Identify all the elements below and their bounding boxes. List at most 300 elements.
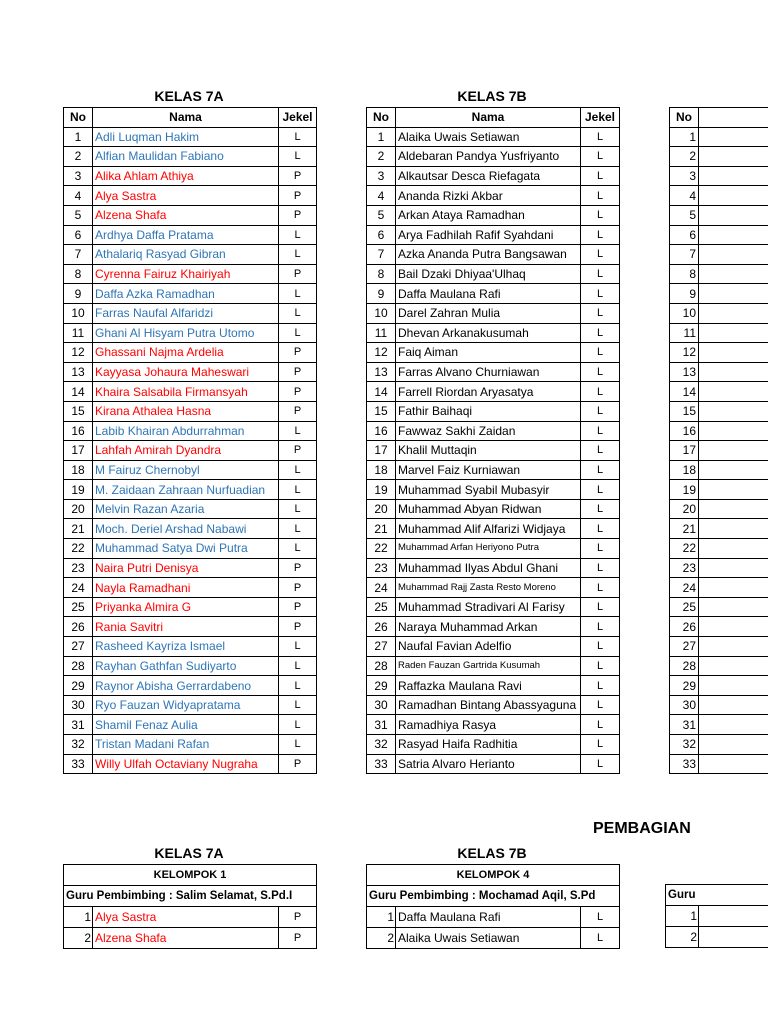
- row-number: 20: [670, 499, 699, 519]
- group-class-7a-title: KELAS 7A: [154, 845, 224, 861]
- table-row: [64, 539, 317, 559]
- table-row: [64, 362, 317, 382]
- student-gender: P: [279, 264, 317, 284]
- row-number: 26: [670, 617, 699, 637]
- student-gender: L: [279, 303, 317, 323]
- student-gender: L: [279, 460, 317, 480]
- student-gender: P: [279, 166, 317, 186]
- table-row: [64, 597, 317, 617]
- name-cell-cut: [699, 245, 768, 265]
- row-number: 30: [64, 695, 93, 715]
- row-number: 7: [367, 245, 396, 265]
- row-number: 5: [64, 205, 93, 225]
- student-name: Melvin Razan Azaria: [93, 499, 279, 519]
- row-number: 18: [367, 460, 396, 480]
- table-row: [367, 676, 620, 696]
- row-number: 1: [64, 907, 93, 928]
- row-number: 30: [670, 695, 699, 715]
- student-name: Dhevan Arkanakusumah: [396, 323, 581, 343]
- student-gender: L: [581, 499, 620, 519]
- table-row: [367, 715, 620, 735]
- name-cell-cut: [699, 264, 768, 284]
- row-number: 17: [64, 441, 93, 461]
- table-row: [367, 205, 620, 225]
- student-gender: P: [279, 186, 317, 206]
- row-number: 6: [64, 225, 93, 245]
- student-gender: L: [581, 735, 620, 755]
- student-name: Alkautsar Desca Riefagata: [396, 166, 581, 186]
- row-number: 4: [367, 186, 396, 206]
- table-row: [367, 362, 620, 382]
- student-gender: L: [279, 147, 317, 167]
- table-row: [367, 264, 620, 284]
- row-number: 33: [670, 754, 699, 774]
- table-row: [670, 519, 768, 539]
- row-number: 21: [670, 519, 699, 539]
- student-gender: L: [581, 147, 620, 167]
- student-name: Ardhya Daffa Pratama: [93, 225, 279, 245]
- name-cell-cut: [699, 597, 768, 617]
- row-number: 13: [64, 362, 93, 382]
- table-row: [670, 656, 768, 676]
- row-number: 23: [670, 558, 699, 578]
- student-gender: L: [581, 166, 620, 186]
- no-header: No: [367, 108, 396, 128]
- row-number: 23: [64, 558, 93, 578]
- student-name: Rayhan Gathfan Sudiyarto: [93, 656, 279, 676]
- row-number: 2: [666, 927, 699, 948]
- student-name: Kayyasa Johaura Maheswari: [93, 362, 279, 382]
- student-gender: L: [279, 715, 317, 735]
- name-header: Nama: [93, 108, 279, 128]
- row-number: 33: [367, 754, 396, 774]
- student-gender: L: [279, 499, 317, 519]
- student-name: Khaira Salsabila Firmansyah: [93, 382, 279, 402]
- table-row: [670, 205, 768, 225]
- student-name: Raden Fauzan Gartrida Kusumah: [396, 656, 581, 676]
- table-row: [367, 907, 620, 928]
- table-row: [367, 499, 620, 519]
- table-row: [670, 186, 768, 206]
- name-cell-cut: [699, 617, 768, 637]
- name-cell-cut: [699, 166, 768, 186]
- student-gender: L: [279, 421, 317, 441]
- table-row: [367, 441, 620, 461]
- student-name: Daffa Maulana Rafi: [396, 907, 581, 928]
- student-gender: P: [279, 441, 317, 461]
- row-number: 9: [64, 284, 93, 304]
- name-cell-cut: [699, 284, 768, 304]
- student-name: Alfian Maulidan Fabiano: [93, 147, 279, 167]
- student-gender: L: [581, 245, 620, 265]
- row-number: 8: [670, 264, 699, 284]
- row-number: 25: [367, 597, 396, 617]
- student-gender: L: [581, 928, 620, 949]
- row-number: 7: [670, 245, 699, 265]
- student-gender: L: [581, 597, 620, 617]
- row-number: 6: [670, 225, 699, 245]
- row-number: 1: [670, 127, 699, 147]
- no-header: No: [670, 108, 699, 128]
- table-row: [367, 323, 620, 343]
- table-row: [367, 460, 620, 480]
- table-row: [367, 578, 620, 598]
- row-number: 26: [64, 617, 93, 637]
- student-gender: L: [581, 127, 620, 147]
- table-row: [670, 382, 768, 402]
- row-number: 11: [670, 323, 699, 343]
- student-gender: L: [279, 225, 317, 245]
- table-row: [367, 558, 620, 578]
- student-gender: L: [581, 907, 620, 928]
- student-gender: P: [279, 907, 317, 928]
- student-gender: L: [279, 284, 317, 304]
- name-cell-cut: [699, 519, 768, 539]
- student-gender: L: [279, 539, 317, 559]
- class-7a-roster-table: [63, 107, 317, 774]
- name-cell-cut: [699, 539, 768, 559]
- row-number: 13: [367, 362, 396, 382]
- row-number: 2: [64, 147, 93, 167]
- table-row: [367, 284, 620, 304]
- table-row: [367, 401, 620, 421]
- table-row: [367, 166, 620, 186]
- table-row: [670, 558, 768, 578]
- student-name: Muhammad Satya Dwi Putra: [93, 539, 279, 559]
- row-number: 24: [64, 578, 93, 598]
- student-name: Fawwaz Sakhi Zaidan: [396, 421, 581, 441]
- row-number: 14: [670, 382, 699, 402]
- student-gender: L: [581, 284, 620, 304]
- student-gender: L: [581, 421, 620, 441]
- student-name: Ghani Al Hisyam Putra Utomo: [93, 323, 279, 343]
- row-number: 32: [670, 735, 699, 755]
- table-row: [670, 597, 768, 617]
- table-row: [64, 225, 317, 245]
- name-cell-cut: [699, 927, 768, 948]
- row-number: 6: [367, 225, 396, 245]
- table-row: [367, 754, 620, 774]
- table-row: [670, 401, 768, 421]
- table-row: [64, 735, 317, 755]
- table-row: [670, 695, 768, 715]
- table-row: [670, 323, 768, 343]
- student-gender: L: [279, 637, 317, 657]
- group-7a-table: [63, 864, 317, 949]
- row-number: 4: [64, 186, 93, 206]
- student-name: Kirana Athalea Hasna: [93, 401, 279, 421]
- student-gender: L: [581, 617, 620, 637]
- table-row: [64, 695, 317, 715]
- row-number: 12: [670, 343, 699, 363]
- student-gender: P: [279, 205, 317, 225]
- row-number: 28: [670, 656, 699, 676]
- row-number: 24: [367, 578, 396, 598]
- row-number: 31: [670, 715, 699, 735]
- group-7b-table: [366, 864, 620, 949]
- row-number: 21: [64, 519, 93, 539]
- row-number: 16: [64, 421, 93, 441]
- gender-header: Jekel: [279, 108, 317, 128]
- row-number: 29: [64, 676, 93, 696]
- student-gender: P: [279, 578, 317, 598]
- student-gender: P: [279, 754, 317, 774]
- student-gender: L: [279, 656, 317, 676]
- student-gender: L: [581, 676, 620, 696]
- row-number: 31: [64, 715, 93, 735]
- row-number: 25: [64, 597, 93, 617]
- table-row: [64, 166, 317, 186]
- table-row: [64, 715, 317, 735]
- student-gender: L: [581, 441, 620, 461]
- row-number: 1: [367, 127, 396, 147]
- student-gender: L: [581, 656, 620, 676]
- student-gender: L: [581, 715, 620, 735]
- row-number: 2: [367, 147, 396, 167]
- table-row: [670, 441, 768, 461]
- row-number: 31: [367, 715, 396, 735]
- table-row: [64, 460, 317, 480]
- table-row: [64, 637, 317, 657]
- student-name: Willy Ulfah Octaviany Nugraha: [93, 754, 279, 774]
- table-row: [670, 421, 768, 441]
- student-name: Rasyad Haifa Radhitia: [396, 735, 581, 755]
- student-gender: L: [581, 186, 620, 206]
- table-row: [666, 927, 768, 948]
- row-number: 27: [64, 637, 93, 657]
- student-gender: P: [279, 597, 317, 617]
- table-row: [670, 499, 768, 519]
- table-row: [670, 735, 768, 755]
- table-row: [64, 284, 317, 304]
- student-name: Arkan Ataya Ramadhan: [396, 205, 581, 225]
- table-row: [64, 205, 317, 225]
- table-row: [670, 715, 768, 735]
- student-name: Priyanka Almira G: [93, 597, 279, 617]
- row-number: 1: [666, 906, 699, 927]
- table-row: [670, 225, 768, 245]
- table-row: [64, 519, 317, 539]
- student-gender: L: [279, 323, 317, 343]
- student-gender: L: [581, 225, 620, 245]
- table-row: [367, 382, 620, 402]
- table-row: [670, 303, 768, 323]
- row-number: 11: [367, 323, 396, 343]
- student-name: Muhammad Alif Alfarizi Widjaya: [396, 519, 581, 539]
- table-row: [64, 147, 317, 167]
- student-gender: L: [581, 205, 620, 225]
- student-name: Naira Putri Denisya: [93, 558, 279, 578]
- student-gender: L: [581, 303, 620, 323]
- student-gender: P: [279, 558, 317, 578]
- name-cell-cut: [699, 558, 768, 578]
- table-row: [367, 245, 620, 265]
- student-gender: L: [279, 245, 317, 265]
- name-header-cut: [699, 108, 768, 128]
- student-name: Muhammad Arfan Heriyono Putra: [396, 539, 581, 559]
- student-name: Alzena Shafa: [93, 928, 279, 949]
- row-number: 19: [670, 480, 699, 500]
- name-cell-cut: [699, 205, 768, 225]
- table-row: [64, 421, 317, 441]
- student-gender: L: [279, 519, 317, 539]
- student-name: Alaika Uwais Setiawan: [396, 127, 581, 147]
- table-row: [64, 928, 317, 949]
- row-number: 5: [367, 205, 396, 225]
- row-number: 3: [64, 166, 93, 186]
- table-row: [64, 323, 317, 343]
- student-name: Marvel Faiz Kurniawan: [396, 460, 581, 480]
- student-name: Azka Ananda Putra Bangsawan: [396, 245, 581, 265]
- student-name: M. Zaidaan Zahraan Nurfuadian: [93, 480, 279, 500]
- student-name: Raynor Abisha Gerrardabeno: [93, 676, 279, 696]
- gender-header: Jekel: [581, 108, 620, 128]
- student-name: Farrell Riordan Aryasatya: [396, 382, 581, 402]
- row-number: 11: [64, 323, 93, 343]
- table-row: [666, 906, 768, 927]
- row-number: 8: [367, 264, 396, 284]
- row-number: 24: [670, 578, 699, 598]
- table-row: [367, 421, 620, 441]
- name-cell-cut: [699, 127, 768, 147]
- table-row: [367, 480, 620, 500]
- student-name: Muhammad Ilyas Abdul Ghani: [396, 558, 581, 578]
- table-row: [670, 676, 768, 696]
- row-number: 26: [367, 617, 396, 637]
- class-third-roster-table: [669, 107, 768, 774]
- table-row: [367, 928, 620, 949]
- row-number: 4: [670, 186, 699, 206]
- table-row: [367, 186, 620, 206]
- row-number: 14: [64, 382, 93, 402]
- student-name: Naraya Muhammad Arkan: [396, 617, 581, 637]
- row-number: 22: [367, 539, 396, 559]
- student-name: Ryo Fauzan Widyapratama: [93, 695, 279, 715]
- row-number: 2: [64, 928, 93, 949]
- row-number: 29: [670, 676, 699, 696]
- mentor-label: Guru Pembimbing : Mochamad Aqil, S.Pd: [367, 886, 620, 907]
- row-number: 27: [670, 637, 699, 657]
- row-number: 23: [367, 558, 396, 578]
- table-row: [670, 284, 768, 304]
- student-name: Ghassani Najma Ardelia: [93, 343, 279, 363]
- student-gender: L: [581, 480, 620, 500]
- student-gender: L: [581, 460, 620, 480]
- mentor-label: Guru: [666, 885, 768, 906]
- name-cell-cut: [699, 578, 768, 598]
- row-number: 28: [64, 656, 93, 676]
- row-number: 9: [367, 284, 396, 304]
- row-number: 15: [367, 401, 396, 421]
- student-gender: L: [279, 676, 317, 696]
- table-row: [670, 264, 768, 284]
- row-number: 22: [670, 539, 699, 559]
- student-name: Nayla Ramadhani: [93, 578, 279, 598]
- table-row: [64, 264, 317, 284]
- group-label: KELOMPOK 1: [64, 865, 317, 886]
- table-row: [367, 303, 620, 323]
- row-number: 28: [367, 656, 396, 676]
- student-name: Fathir Baihaqi: [396, 401, 581, 421]
- row-number: 29: [367, 676, 396, 696]
- name-cell-cut: [699, 715, 768, 735]
- table-row: [64, 656, 317, 676]
- student-gender: L: [581, 539, 620, 559]
- student-name: Alaika Uwais Setiawan: [396, 928, 581, 949]
- student-name: Bail Dzaki Dhiyaa'Ulhaq: [396, 264, 581, 284]
- student-name: Cyrenna Fairuz Khairiyah: [93, 264, 279, 284]
- row-number: 27: [367, 637, 396, 657]
- student-name: Rania Savitri: [93, 617, 279, 637]
- table-row: [64, 127, 317, 147]
- name-cell-cut: [699, 735, 768, 755]
- name-cell-cut: [699, 499, 768, 519]
- student-name: Daffa Maulana Rafi: [396, 284, 581, 304]
- row-number: 25: [670, 597, 699, 617]
- table-row: [64, 303, 317, 323]
- name-cell-cut: [699, 323, 768, 343]
- table-row: [367, 597, 620, 617]
- student-name: Daffa Azka Ramadhan: [93, 284, 279, 304]
- row-number: 16: [670, 421, 699, 441]
- student-name: Muhammad Rajj Zasta Resto Moreno: [396, 578, 581, 598]
- student-name: Faiq Aiman: [396, 343, 581, 363]
- row-number: 9: [670, 284, 699, 304]
- row-number: 15: [670, 401, 699, 421]
- table-row: [64, 245, 317, 265]
- name-cell-cut: [699, 441, 768, 461]
- student-gender: L: [581, 382, 620, 402]
- row-number: 10: [670, 303, 699, 323]
- student-gender: L: [581, 264, 620, 284]
- table-row: [367, 656, 620, 676]
- table-row: [64, 754, 317, 774]
- table-row: [64, 401, 317, 421]
- row-number: 10: [64, 303, 93, 323]
- row-number: 21: [367, 519, 396, 539]
- student-gender: L: [279, 695, 317, 715]
- table-row: [64, 558, 317, 578]
- row-number: 2: [670, 147, 699, 167]
- table-row: [670, 343, 768, 363]
- row-number: 14: [367, 382, 396, 402]
- student-gender: L: [581, 401, 620, 421]
- table-row: [367, 539, 620, 559]
- row-number: 10: [367, 303, 396, 323]
- table-row: [64, 343, 317, 363]
- student-name: Muhammad Syabil Mubasyir: [396, 480, 581, 500]
- row-number: 17: [670, 441, 699, 461]
- row-number: 17: [367, 441, 396, 461]
- student-gender: L: [581, 343, 620, 363]
- table-row: [367, 735, 620, 755]
- name-cell-cut: [699, 906, 768, 927]
- table-row: [670, 362, 768, 382]
- group-third-table: [665, 884, 768, 948]
- student-gender: L: [581, 754, 620, 774]
- row-number: 13: [670, 362, 699, 382]
- table-row: [367, 127, 620, 147]
- group-label: KELOMPOK 4: [367, 865, 620, 886]
- table-row: [670, 480, 768, 500]
- name-cell-cut: [699, 460, 768, 480]
- name-cell-cut: [699, 401, 768, 421]
- name-cell-cut: [699, 695, 768, 715]
- row-number: 1: [367, 907, 396, 928]
- student-gender: P: [279, 928, 317, 949]
- name-cell-cut: [699, 421, 768, 441]
- table-row: [64, 499, 317, 519]
